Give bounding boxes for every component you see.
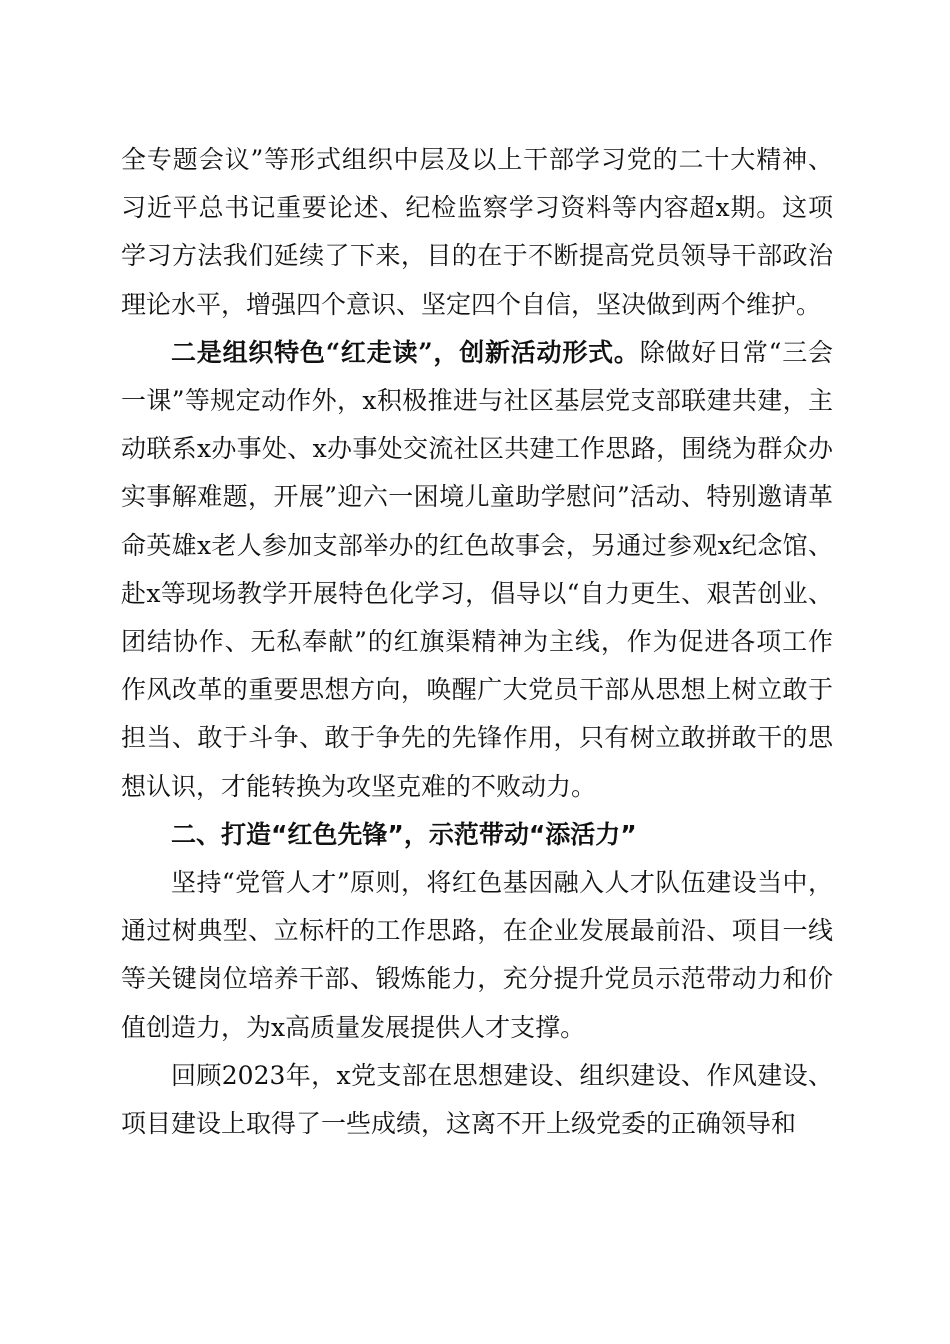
section-heading: 二、打造“红色先锋”，示范带动“添活力” xyxy=(171,819,637,849)
document-body xyxy=(121,136,833,1148)
paragraph-organize-red-reading xyxy=(121,329,833,811)
paragraph-review-2023: 回顾2023年，x党支部在思想建设、组织建设、作风建设、项目建设上取得了一些成绩，这离不开上级党委的正确领导和 xyxy=(121,1060,833,1139)
paragraph-lead-sentence: 二是组织特色“红走读”，创新活动形式。 xyxy=(171,337,640,367)
paragraph-continuation: 全专题会议”等形式组织中层及以上干部学习党的二十大精神、习近平总书记重要论述、纪检监察学习资料等内容超x期。这项学习方法我们延续了下来，目的在于不断提高党员领导干部政治理论水平，增强四个意识、坚定四个自信，坚决做到两个维护。 xyxy=(121,145,833,319)
paragraph-talent-principle: 坚持“党管人才”原则，将红色基因融入人才队伍建设当中，通过树典型、立标杆的工作思路，在企业发展最前沿、项目一线等关键岗位培养干部、锻炼能力，充分提升党员示范带动力和价值创造力，为x高质量发展提供人才支撑。 xyxy=(121,868,833,1042)
paragraph-body-text: 除做好日常“三会一课”等规定动作外，x积极推进与社区基层党支部联建共建，主动联系x办事处、x办事处交流社区共建工作思路，围绕为群众办实事解难题，开展”迎六一困境儿童助学慰问”活动、特别邀请革命英雄x老人参加支部举办的红色故事会，另通过参观x纪念馆、赴x等现场教学开展特色化学习，倡导以“自力更生、艰苦创业、团结协作、无私奉献”的红旗渠精神为主线，作为促进各项工作作风改革的重要思想方向，唤醒广大党员干部从思想上树立敢于担当、敢于斗争、敢于争先的先锋作用，只有树立敢拼敢干的思想认识，才能转换为攻坚克难的不败动力。 xyxy=(121,337,833,801)
